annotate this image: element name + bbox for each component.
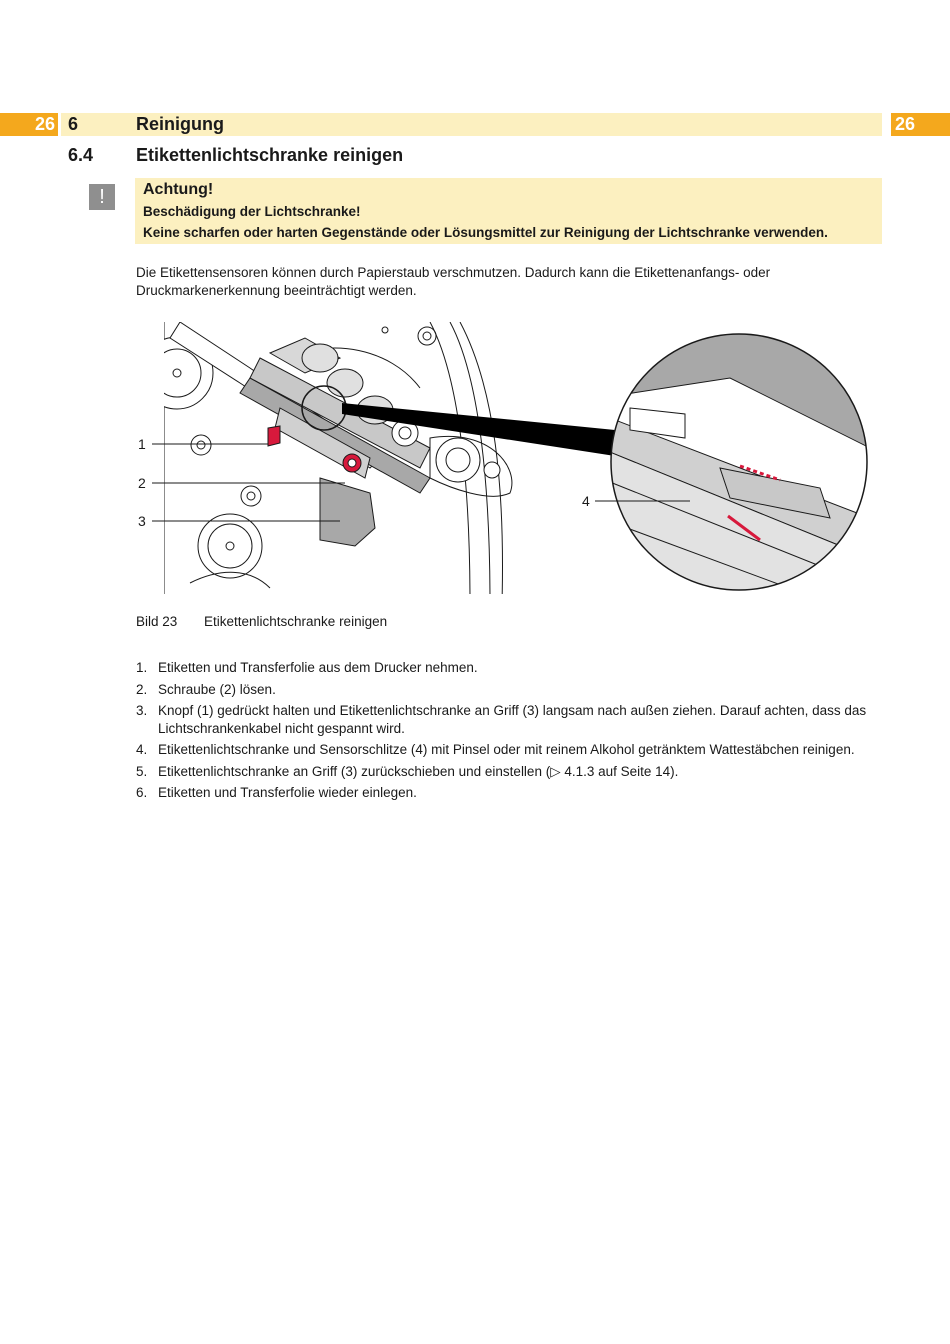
marker-3: 3 bbox=[138, 513, 146, 529]
chapter-header bbox=[61, 113, 882, 136]
marker-1: 1 bbox=[138, 436, 146, 452]
caption-number: Bild 23 bbox=[136, 614, 178, 629]
page-number-right: 26 bbox=[891, 113, 950, 136]
section-title: Etikettenlichtschranke reinigen bbox=[136, 145, 404, 165]
warning-title: Achtung! bbox=[143, 181, 214, 198]
warning-box bbox=[135, 178, 882, 244]
printer-mechanism bbox=[141, 318, 512, 603]
list-item: 5. Etikettenlichtschranke an Griff (3) zurückschieben und einstellen (▷ 4.1.3 auf Seite 14). bbox=[136, 763, 679, 779]
list-item: 3. Knopf (1) gedrückt halten und Etikettenlichtschranke an Griff (3) langsam nach außen ziehen. Darauf achten, dass das Lichtschrankenkabel nicht gespannt wird. bbox=[136, 703, 867, 736]
caption-text: Etikettenlichtschranke reinigen bbox=[204, 614, 388, 629]
page-number-left: 26 bbox=[0, 113, 58, 136]
warning-line-2: Keine scharfen oder harten Gegenstände oder Lösungsmittel zur Reinigung der Lichtschranke verwenden. bbox=[143, 225, 828, 240]
figure-drawing bbox=[130, 318, 870, 603]
chapter-title: Reinigung bbox=[136, 114, 224, 134]
instruction-list bbox=[136, 659, 876, 806]
cross-reference-link[interactable]: Etikettenlichtschranke an Griff (3) zurückschieben und einstellen (▷ 4.1.3 auf Seite 14). bbox=[158, 763, 679, 779]
list-item: 4. Etikettenlichtschranke und Sensorschlitze (4) mit Pinsel oder mit reinem Alkohol getränktem Wattestäbchen reinigen. bbox=[136, 742, 855, 757]
intro-line-1: Die Etikettensensoren können durch Papierstaub verschmutzen. Dadurch kann die Etikettenanfangs- oder bbox=[136, 265, 771, 280]
chapter-number: 6 bbox=[68, 114, 79, 134]
figure-light-barrier bbox=[130, 318, 870, 603]
zoom-detail bbox=[600, 318, 870, 603]
list-item: 1. Etiketten und Transferfolie aus dem Drucker nehmen. bbox=[136, 660, 478, 675]
exclamation-icon: ! bbox=[89, 184, 115, 210]
intro-paragraph bbox=[136, 264, 856, 299]
section-number: 6.4 bbox=[68, 145, 94, 165]
figure-caption bbox=[136, 614, 387, 629]
list-item: 6. Etiketten und Transferfolie wieder einlegen. bbox=[136, 785, 417, 800]
intro-line-2: Druckmarkenerkennung beeinträchtigt werden. bbox=[136, 282, 417, 298]
marker-2: 2 bbox=[138, 475, 146, 491]
list-item: 2. Schraube (2) lösen. bbox=[136, 681, 276, 697]
marker-4: 4 bbox=[582, 493, 590, 509]
warning-line-1: Beschädigung der Lichtschranke! bbox=[143, 204, 361, 219]
